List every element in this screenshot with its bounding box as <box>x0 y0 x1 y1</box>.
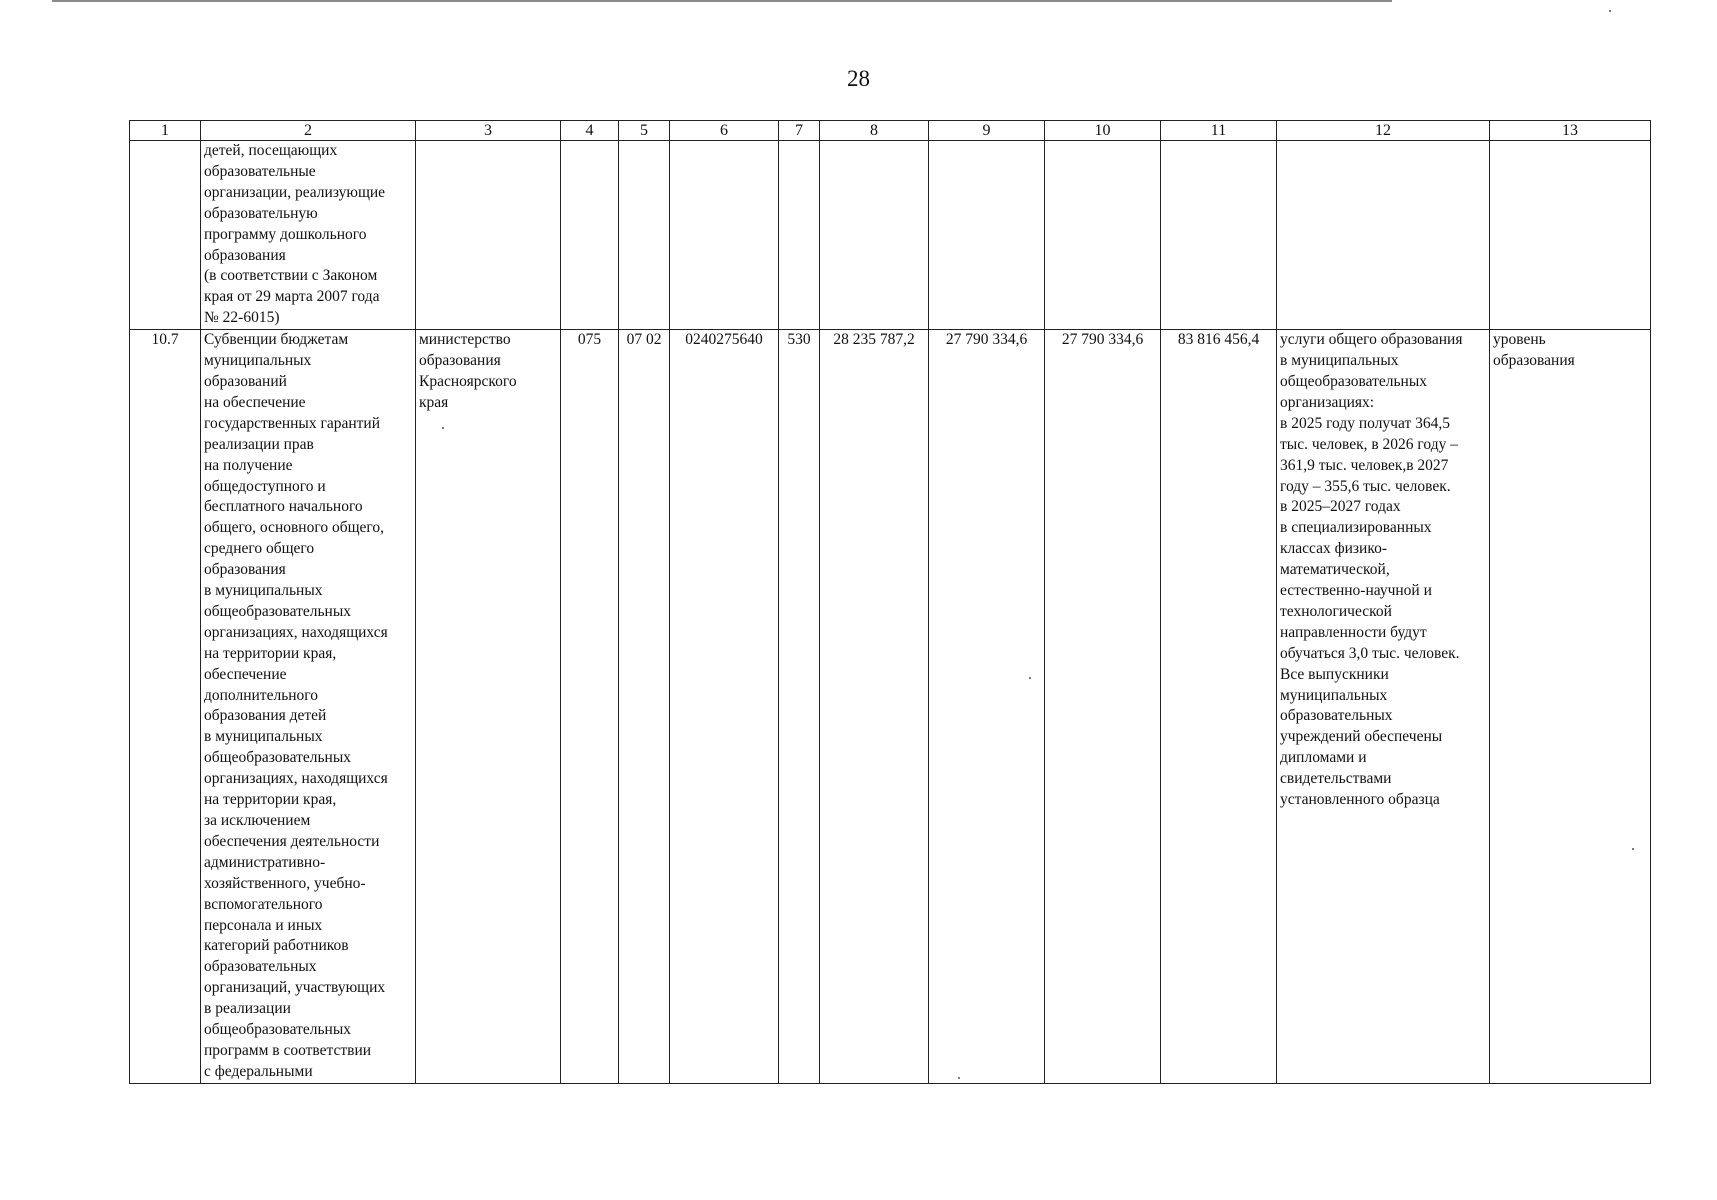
table-cell <box>1490 141 1651 330</box>
cell-code-col6: 0240275640 <box>670 330 779 1084</box>
table-cell <box>670 141 779 330</box>
top-rule <box>52 0 1392 2</box>
column-header: 8 <box>820 121 929 141</box>
scan-speck <box>1632 848 1634 850</box>
scan-speck <box>442 427 444 429</box>
cell-amount-col8: 28 235 787,2 <box>820 330 929 1084</box>
cell-code-col5: 07 02 <box>619 330 670 1084</box>
column-header: 12 <box>1277 121 1490 141</box>
table-row-10-7 <box>130 330 1651 1084</box>
table-row-continuation <box>130 141 1651 330</box>
scan-speck <box>1029 677 1031 679</box>
table-cell <box>1277 141 1490 330</box>
column-header: 11 <box>1161 121 1277 141</box>
scan-speck <box>1609 10 1611 12</box>
table-cell <box>1161 141 1277 330</box>
column-header: 4 <box>561 121 619 141</box>
table-cell <box>619 141 670 330</box>
table-cell <box>820 141 929 330</box>
cell-indicator: уровень образования <box>1490 330 1651 1084</box>
table-cell <box>561 141 619 330</box>
page-number: 28 <box>847 66 870 91</box>
column-header: 7 <box>779 121 820 141</box>
table-cell <box>779 141 820 330</box>
column-header: 1 <box>130 121 201 141</box>
table-cell <box>1045 141 1161 330</box>
cell-expected-result: услуги общего образования в муниципальных общеобразовательных организациях: в 2025 году получат 364,5 тыс. человек, в 2026 году – 361,9 тыс. человек,в 2027 году – 355,6 тыс. человек. в 2025–2027 годах в специализированных классах физико- математической, естественно-научной и технологической направленности будут обучаться 3,0 тыс. человек. Все выпускники муниципальных образовательных учреждений обеспечены дипломами и свидетельствами установленного образца <box>1277 330 1490 1084</box>
column-header: 9 <box>929 121 1045 141</box>
table-cell <box>929 141 1045 330</box>
table-cell <box>130 141 201 330</box>
cell-description-continued: детей, посещающих образовательные организации, реализующие образовательную программу дошкольного образования (в соответствии с Законом края от 29 марта 2007 года № 22-6015) <box>201 141 416 330</box>
column-header: 10 <box>1045 121 1161 141</box>
cell-description: Субвенции бюджетам муниципальных образований на обеспечение государственных гарантий реализации прав на получение общедоступного и бесплатного начального общего, основного общего, среднего общего образования в муниципальных общеобразовательных организациях, находящихся на территории края, обеспечение дополнительного образования детей в муниципальных общеобразовательных организациях, находящихся на территории края, за исключением обеспечения деятельности административно- хозяйственного, учебно- вспомогательного персонала и иных категорий работников образовательных организаций, участвующих в реализации общеобразовательных программ в соответствии с федеральными <box>201 330 416 1084</box>
cell-amount-col10: 27 790 334,6 <box>1045 330 1161 1084</box>
table-cell <box>416 141 561 330</box>
cell-item-number: 10.7 <box>130 330 201 1084</box>
cell-amount-col11: 83 816 456,4 <box>1161 330 1277 1084</box>
cell-code-col7: 530 <box>779 330 820 1084</box>
column-header: 6 <box>670 121 779 141</box>
scan-speck <box>958 1077 960 1079</box>
column-header: 13 <box>1490 121 1651 141</box>
column-header: 5 <box>619 121 670 141</box>
budget-table <box>129 120 1651 1084</box>
column-header: 2 <box>201 121 416 141</box>
column-header: 3 <box>416 121 561 141</box>
cell-responsible-body: министерство образования Красноярского края <box>416 330 561 1084</box>
header-row <box>130 121 1651 141</box>
cell-code-col4: 075 <box>561 330 619 1084</box>
cell-amount-col9: 27 790 334,6 <box>929 330 1045 1084</box>
